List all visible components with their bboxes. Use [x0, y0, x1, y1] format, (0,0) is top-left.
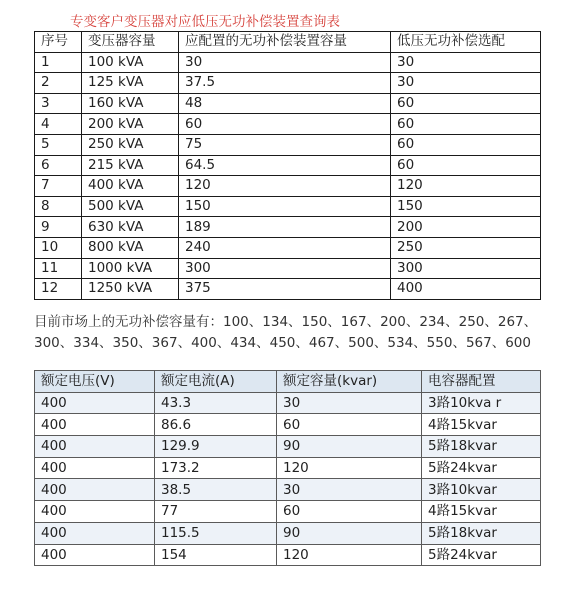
table-cell: 5	[35, 134, 82, 155]
table-cell: 38.5	[155, 479, 277, 501]
table-cell: 3路10kva r	[422, 392, 541, 414]
table-cell: 500 kVA	[82, 196, 179, 217]
table-row	[35, 114, 541, 135]
table-cell: 154	[155, 544, 277, 566]
transformer-compensation-table	[34, 31, 541, 300]
table-cell: 30	[391, 52, 541, 73]
table-cell: 60	[391, 134, 541, 155]
table-cell: 43.3	[155, 392, 277, 414]
table-cell: 125 kVA	[82, 73, 179, 94]
table-cell: 4	[35, 114, 82, 135]
table-cell: 800 kVA	[82, 237, 179, 258]
table-row	[35, 392, 541, 414]
table-cell: 90	[277, 522, 422, 544]
table-cell: 30	[277, 392, 422, 414]
table-cell: 200 kVA	[82, 114, 179, 135]
table-cell: 5路24kvar	[422, 457, 541, 479]
header-cell: 电容器配置	[422, 371, 541, 393]
table-cell: 1000 kVA	[82, 258, 179, 279]
table-cell: 5路18kvar	[422, 522, 541, 544]
table-cell: 150	[391, 196, 541, 217]
table-cell: 60	[277, 501, 422, 523]
table-cell: 160 kVA	[82, 93, 179, 114]
table-row	[35, 544, 541, 566]
table-cell: 11	[35, 258, 82, 279]
table-cell: 10	[35, 237, 82, 258]
table-cell: 30	[179, 52, 391, 73]
table-cell: 90	[277, 436, 422, 458]
table-cell: 9	[35, 217, 82, 238]
header-cell: 序号	[35, 32, 82, 53]
table-row	[35, 52, 541, 73]
table-cell: 2	[35, 73, 82, 94]
table-cell: 375	[179, 279, 391, 300]
table-cell: 86.6	[155, 414, 277, 436]
header-cell: 变压器容量	[82, 32, 179, 53]
table-cell: 4路15kvar	[422, 414, 541, 436]
table-cell: 1250 kVA	[82, 279, 179, 300]
header-cell: 额定电流(A)	[155, 371, 277, 393]
table-row	[35, 479, 541, 501]
table-row	[35, 279, 541, 300]
table-cell: 6	[35, 155, 82, 176]
table-cell: 120	[277, 457, 422, 479]
table-cell: 400	[391, 279, 541, 300]
header-cell: 额定容量(kvar)	[277, 371, 422, 393]
table-cell: 300	[179, 258, 391, 279]
table-row	[35, 134, 541, 155]
table-header-row	[35, 371, 541, 393]
table-cell: 120	[391, 176, 541, 197]
table-row	[35, 176, 541, 197]
table-cell: 120	[179, 176, 391, 197]
table-cell: 120	[277, 544, 422, 566]
table-cell: 8	[35, 196, 82, 217]
capacitor-config-table	[34, 370, 541, 566]
table-cell: 173.2	[155, 457, 277, 479]
table-cell: 4路15kvar	[422, 501, 541, 523]
table-cell: 400	[35, 479, 155, 501]
table-row	[35, 436, 541, 458]
table-cell: 400	[35, 392, 155, 414]
table-cell: 5路18kvar	[422, 436, 541, 458]
table-row	[35, 217, 541, 238]
table-cell: 400	[35, 544, 155, 566]
table-cell: 240	[179, 237, 391, 258]
table-cell: 60	[179, 114, 391, 135]
table-cell: 30	[391, 73, 541, 94]
table-cell: 30	[277, 479, 422, 501]
table-cell: 75	[179, 134, 391, 155]
table-cell: 60	[391, 155, 541, 176]
note-line: 300、334、350、367、400、434、450、467、500、534、550、567、600	[34, 335, 531, 351]
header-cell: 应配置的无功补偿装置容量	[179, 32, 391, 53]
market-capacity-note	[34, 312, 554, 354]
table-cell: 77	[155, 501, 277, 523]
table-cell: 150	[179, 196, 391, 217]
table-cell: 48	[179, 93, 391, 114]
table-cell: 3路10kvar	[422, 479, 541, 501]
table-cell: 60	[391, 93, 541, 114]
table-cell: 630 kVA	[82, 217, 179, 238]
page-title: 专变客户变压器对应低压无功补偿装置查询表	[70, 14, 340, 30]
table-cell: 129.9	[155, 436, 277, 458]
table-row	[35, 196, 541, 217]
table-cell: 400 kVA	[82, 176, 179, 197]
table-cell: 400	[35, 457, 155, 479]
header-cell: 低压无功补偿选配	[391, 32, 541, 53]
table-header-row	[35, 32, 541, 53]
table-row	[35, 155, 541, 176]
table-row	[35, 258, 541, 279]
table-row	[35, 457, 541, 479]
table-cell: 12	[35, 279, 82, 300]
table-row	[35, 501, 541, 523]
table-row	[35, 522, 541, 544]
table-cell: 37.5	[179, 73, 391, 94]
table-cell: 400	[35, 436, 155, 458]
table-cell: 1	[35, 52, 82, 73]
table-cell: 250 kVA	[82, 134, 179, 155]
table-cell: 60	[277, 414, 422, 436]
table-cell: 400	[35, 501, 155, 523]
table-cell: 5路24kvar	[422, 544, 541, 566]
table-cell: 100 kVA	[82, 52, 179, 73]
header-cell: 额定电压(V)	[35, 371, 155, 393]
table-cell: 200	[391, 217, 541, 238]
table-row	[35, 414, 541, 436]
table-cell: 250	[391, 237, 541, 258]
table-cell: 400	[35, 522, 155, 544]
table-cell: 3	[35, 93, 82, 114]
table-cell: 115.5	[155, 522, 277, 544]
table-row	[35, 93, 541, 114]
table-cell: 400	[35, 414, 155, 436]
table-row	[35, 237, 541, 258]
table-cell: 7	[35, 176, 82, 197]
table-cell: 64.5	[179, 155, 391, 176]
note-line: 目前市场上的无功补偿容量有：100、134、150、167、200、234、250、267、	[34, 314, 538, 330]
table-cell: 60	[391, 114, 541, 135]
table-cell: 300	[391, 258, 541, 279]
table-cell: 215 kVA	[82, 155, 179, 176]
table-cell: 189	[179, 217, 391, 238]
table-row	[35, 73, 541, 94]
